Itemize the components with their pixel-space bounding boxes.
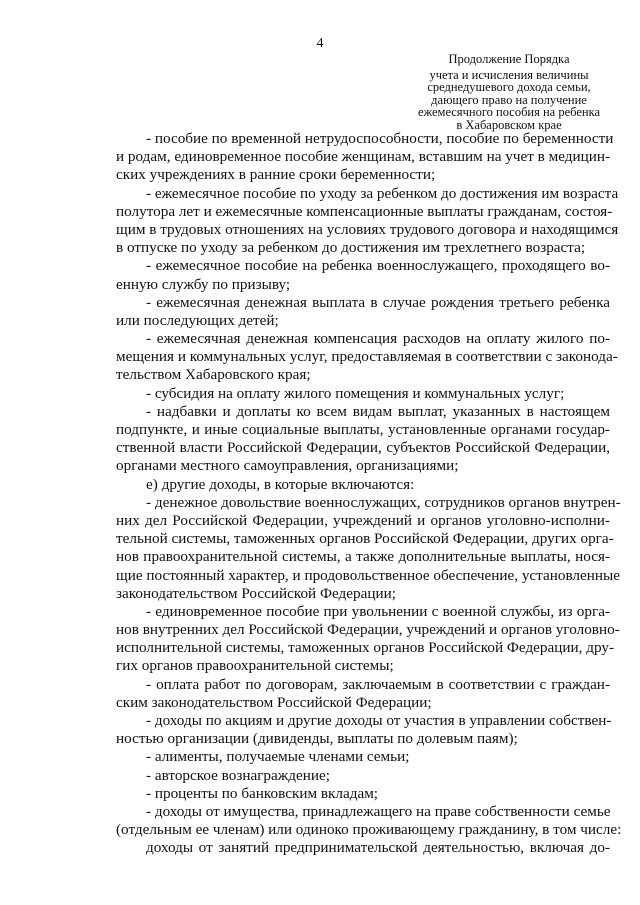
header-line: дающего право на получение <box>431 92 587 107</box>
body-line: - авторское вознаграждение; <box>146 766 330 784</box>
body-line: тельством Хабаровского края; <box>116 366 311 384</box>
body-line: - доходы по акциям и другие доходы от участия в управлении собствен- <box>146 712 612 729</box>
header-line: ежемесячного пособия на ребенка <box>417 105 601 120</box>
body-line: - алименты, получаемые членами семьи; <box>146 748 410 766</box>
body-line: ских учреждениях в ранние сроки беременности; <box>116 166 436 184</box>
body-line: и родам, единовременное пособие женщинам, вставшим на учет в медицин- <box>116 148 611 166</box>
body-line: щим в трудовых отношениях на условиях трудового договора и находящимся <box>116 220 619 238</box>
page-number: 4 <box>316 36 324 51</box>
body-line: - денежное довольствие военнослужащих, сотрудников органов внутрен- <box>146 493 621 511</box>
body-line: или последующих детей; <box>116 311 279 329</box>
body-line: них дел Российской Федерации, учреждений и органов уголовно-исполни- <box>116 511 610 529</box>
body-line: (отдельным ее членам) или одиноко проживающему гражданину, в том числе: <box>116 821 622 839</box>
body-line: - ежемесячная денежная выплата в случае рождения третьего ребенка <box>146 293 610 311</box>
body-line: - субсидия на оплату жилого помещения и коммунальных услуг; <box>146 384 565 402</box>
body-line: подпункте, и иные социальные выплаты, установленные органами государ- <box>116 421 610 438</box>
body-line: - проценты по банковским вкладам; <box>146 784 379 802</box>
header-line: Продолжение Порядка <box>448 52 570 66</box>
continuation-header <box>404 53 614 132</box>
body-line: ственной власти Российской Федерации, субъектов Российской Федерации, <box>116 439 610 457</box>
body-line: мещения и коммунальных услуг, предоставляемая в соответствии с законода- <box>116 348 618 366</box>
body-line: - ежемесячное пособие по уходу за ребенком до достижения им возраста <box>146 184 619 202</box>
document-body <box>116 130 622 858</box>
body-line: - ежемесячная денежная компенсация расходов на оплату жилого по- <box>146 330 610 348</box>
body-line: - оплата работ по договорам, заключаемым в соответствии с граждан- <box>146 675 610 693</box>
body-line: исполнительной системы, таможенных органов Российской Федерации, дру- <box>116 639 615 657</box>
body-line: енную службу по призыву; <box>116 275 291 293</box>
body-line: полутора лет и ежемесячные компенсационные выплаты гражданам, состоя- <box>116 202 613 220</box>
header-line: среднедушевого дохода семьи, <box>427 80 591 95</box>
body-line: доходы от занятий предпринимательской деятельностью, включая до- <box>146 839 610 857</box>
body-line: органами местного самоуправления, организациями; <box>116 457 459 475</box>
body-line: - единовременное пособие при увольнении с военной службы, из орга- <box>146 602 610 620</box>
body-line: ностью организации (дивиденды, выплаты по долевым паям); <box>116 730 518 748</box>
body-line: - надбавки и доплаты ко всем видам выплат, указанных в настоящем <box>146 402 610 420</box>
body-line: ским законодательством Российской Федерации; <box>116 693 432 711</box>
body-line: нов правоохранительной системы, а также дополнительные выплаты, нося- <box>116 548 610 566</box>
body-line: в отпуске по уходу за ребенком до достижения им трехлетнего возраста; <box>116 239 586 257</box>
body-line: законодательством Российской Федерации; <box>116 584 396 602</box>
body-line: нов внутренних дел Российской Федерации, учреждений и органов уголовно- <box>116 621 620 639</box>
body-line: - доходы от имущества, принадлежащего на праве собственности семье <box>146 802 611 820</box>
body-line: гих органов правоохранительной системы; <box>116 657 394 675</box>
body-line: тельной системы, таможенных органов Российской Федерации, других орга- <box>116 530 614 548</box>
body-line: щие постоянный характер, и продовольственное обеспечение, установленные <box>116 566 620 584</box>
body-line: - пособие по временной нетрудоспособности, пособие по беременности <box>146 130 614 147</box>
header-line: в Хабаровском крае <box>456 117 562 132</box>
body-line: - ежемесячное пособие на ребенка военнослужащего, проходящего во- <box>146 257 610 275</box>
body-line: е) другие доходы, в которые включаются: <box>146 475 415 493</box>
header-line: учета и исчисления величины <box>429 67 589 82</box>
